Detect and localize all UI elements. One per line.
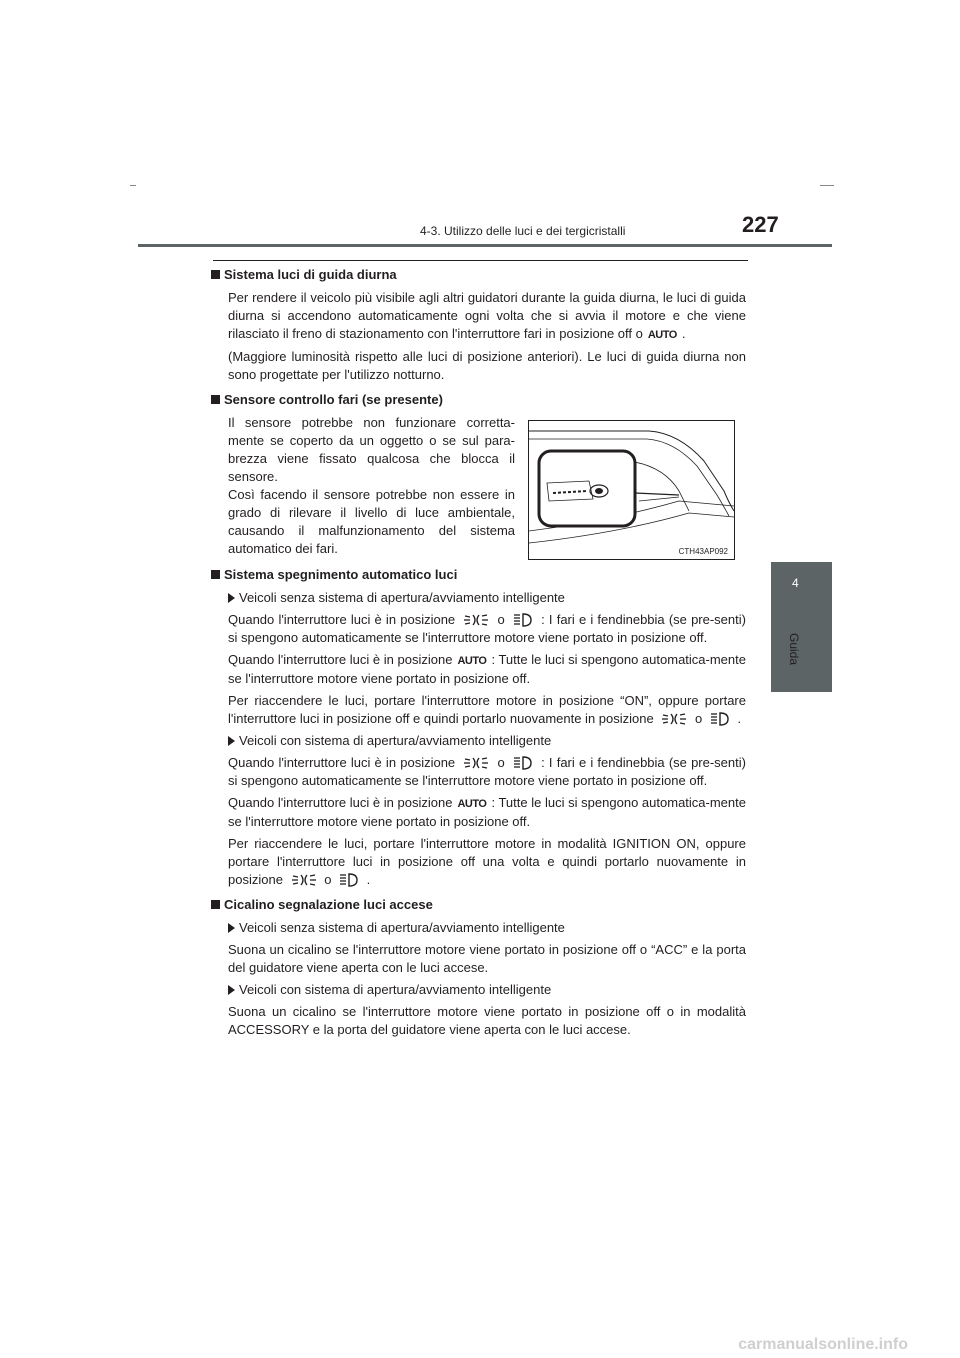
drl-paragraph-1: Per rendere il veicolo più visibile agli altri guidatori durante la guida diurna, le luci di guida diurna si accendono automaticamente ogni volta che si avvia il motore e che viene rilasciato il freno di stazionamento con l'interruttore fari in posizione off o AUTO . [228,290,746,341]
figure-label: CTH43AP092 [678,547,728,556]
parking-lights-icon [291,872,317,888]
auto-off-para-f: Per riaccendere le luci, portare l'interruttore motore in modalità IGNITION ON, oppure portare l'interruttore luci in posizione off una volta e quindi portarlo nuovamente in posizione o . [228,836,746,887]
auto-icon: AUTO [457,798,487,810]
heading-buzzer: Cicalino segnalazione luci accese [211,896,746,914]
page-content [211,266,746,1043]
buzzer-sub-1: Veicoli senza sistema di apertura/avviamento intelligente [228,919,746,937]
auto-off-para-a: Quando l'interruttore luci è in posizione o : I fari e i fendinebbia (se pre-senti) si spengono automaticamente se l'interruttore motore viene portato in posizione off. [228,612,746,645]
bullet-square-icon [211,570,220,579]
section-header: 4-3. Utilizzo delle luci e dei tergicristalli [420,224,626,238]
auto-off-para-d: Quando l'interruttore luci è in posizione o : I fari e i fendinebbia (se pre-senti) si spengono automaticamente se l'interruttore motore viene portato in posizione off. [228,755,746,788]
triangle-bullet-icon [228,593,235,603]
headlights-icon [710,711,730,727]
chapter-label: Guida [787,632,802,666]
crop-mark-right [820,185,834,186]
chapter-tab [771,562,832,692]
parking-lights-icon [661,711,687,727]
header-rule [138,244,832,247]
buzzer-sub-2: Veicoli con sistema di apertura/avviamento intelligente [228,981,746,999]
bullet-square-icon [211,900,220,909]
windshield-sensor-drawing [529,421,734,559]
sensor-paragraph-2: Così facendo il sensore potrebbe non essere in grado di rilevare il livello di luce ambientale, causando il malfunzionamento del sistema automatico dei fari. [228,487,515,556]
auto-icon: AUTO [647,329,677,341]
chapter-label-wrap [788,630,808,670]
sensor-illustration [528,420,735,560]
triangle-bullet-icon [228,985,235,995]
parking-lights-icon [463,755,489,771]
headlights-icon [513,612,533,628]
auto-off-sub-1: Veicoli senza sistema di apertura/avviamento intelligente [228,589,746,607]
heading-drl: Sistema luci di guida diurna [211,266,746,284]
page-number: 227 [742,212,779,237]
auto-off-para-e: Quando l'interruttore luci è in posizione AUTO : Tutte le luci si spengono automatica-mente se l'interruttore motore viene portato in posizione off. [228,795,746,829]
auto-off-para-c: Per riaccendere le luci, portare l'interruttore motore in posizione “ON”, oppure portare l'interruttore luci in posizione off e quindi portarlo nuovamente in posizione o . [228,693,746,726]
crop-mark-left [130,185,136,186]
heading-sensor: Sensore controllo fari (se presente) [211,391,746,409]
auto-icon: AUTO [457,655,487,667]
heading-auto-off: Sistema spegnimento automatico luci [211,566,746,584]
chapter-number: 4 [792,576,799,590]
section-rule [213,260,748,261]
drl-paragraph-2: (Maggiore luminosità rispetto alle luci di posizione anteriori). Le luci di guida diurna non sono progettate per l'utilizzo notturno. [228,349,746,382]
triangle-bullet-icon [228,736,235,746]
watermark: carmanualsonline.info [738,1336,908,1353]
auto-off-para-b: Quando l'interruttore luci è in posizione AUTO : Tutte le luci si spengono automatica-mente se l'interruttore motore viene portato in posizione off. [228,652,746,686]
sensor-paragraph-1: Il sensore potrebbe non funzionare corretta-mente se coperto da un oggetto o se sul para-brezza viene fissato qualcosa che blocca il sensore. [228,415,515,484]
buzzer-para-2: Suona un cicalino se l'interruttore motore viene portato in posizione off o in modalità ACCESSORY e la porta del guidatore viene aperta con le luci accese. [228,1004,746,1037]
headlights-icon [513,755,533,771]
bullet-square-icon [211,395,220,404]
auto-off-sub-2: Veicoli con sistema di apertura/avviamento intelligente [228,732,746,750]
headlights-icon [339,872,359,888]
sensor-text [228,414,515,558]
parking-lights-icon [463,612,489,628]
buzzer-para-1: Suona un cicalino se l'interruttore motore viene portato in posizione off o “ACC” e la porta del guidatore viene aperta con le luci accese. [228,942,746,975]
triangle-bullet-icon [228,923,235,933]
bullet-square-icon [211,270,220,279]
